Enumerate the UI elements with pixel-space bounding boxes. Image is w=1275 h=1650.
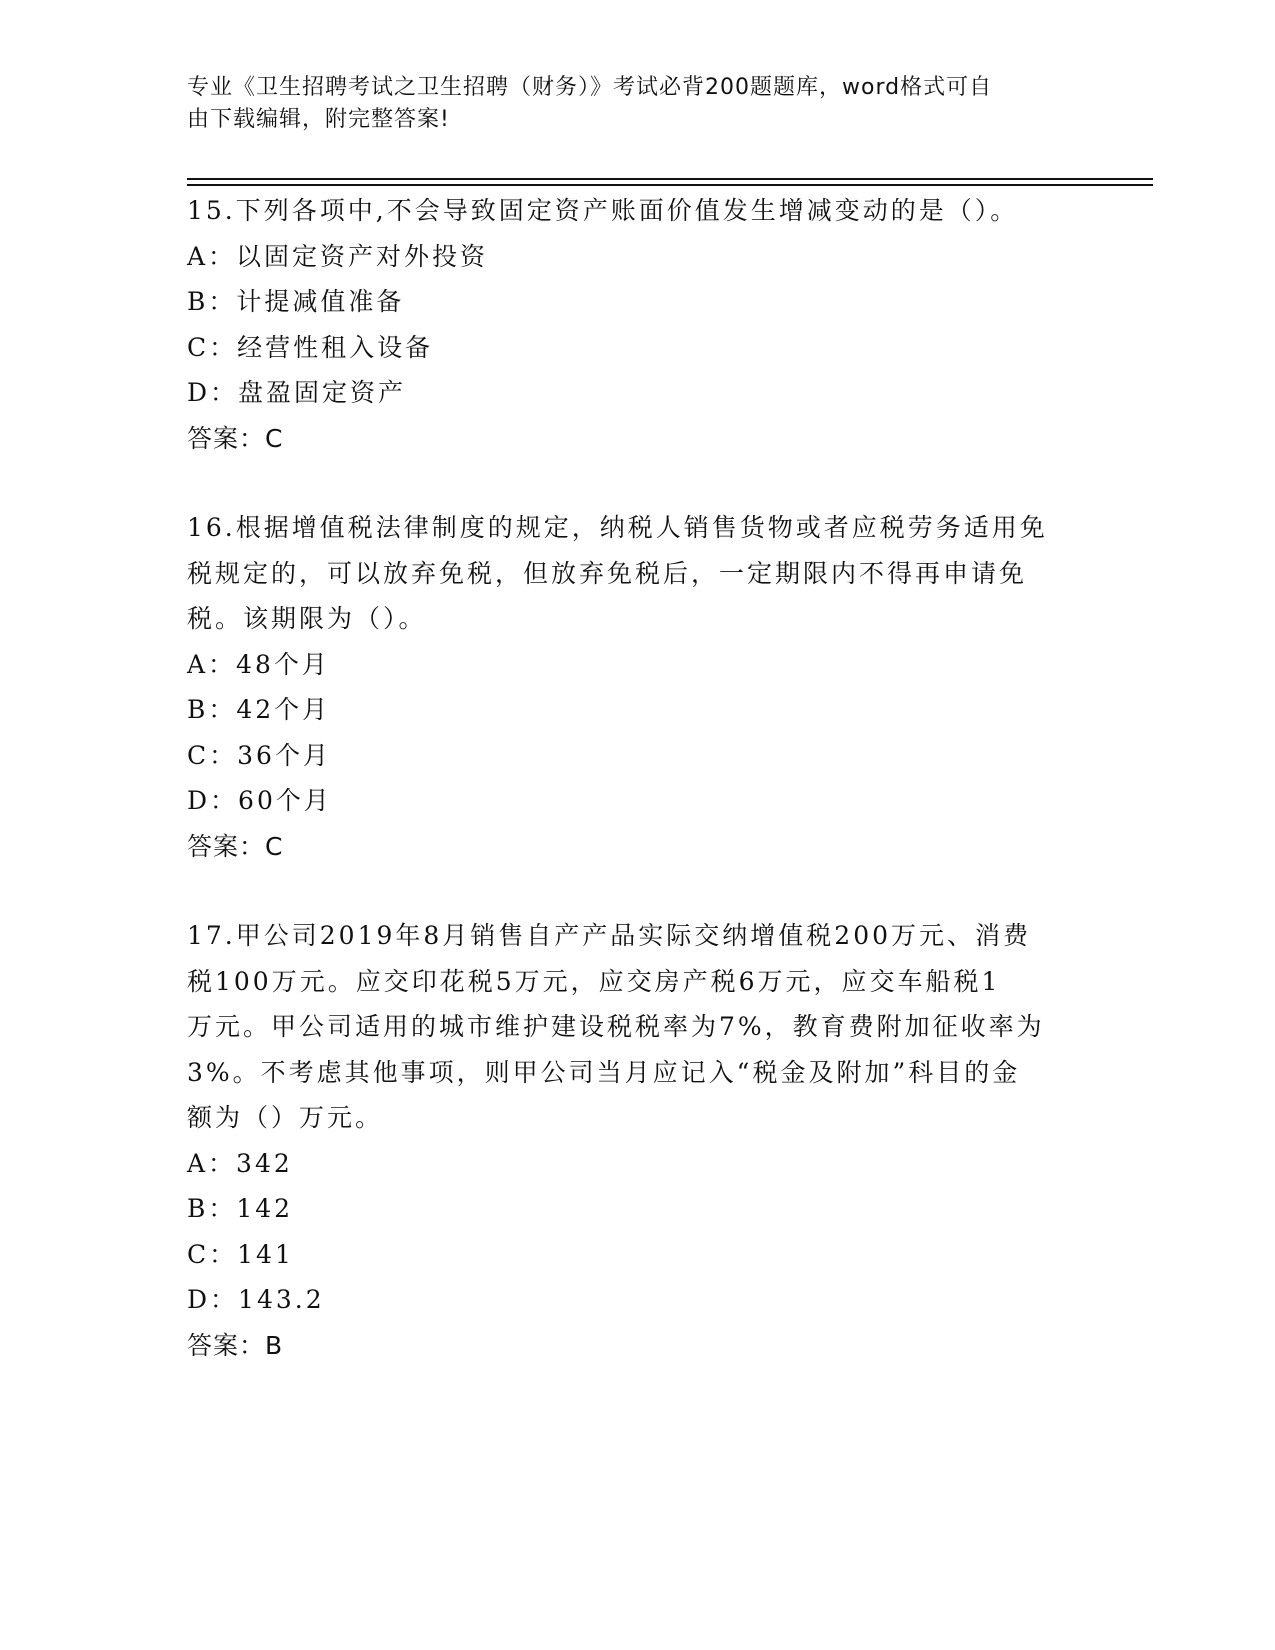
option-d: D：盘盈固定资产 — [187, 378, 407, 407]
header-line-2: 由下载编辑，附完整答案! — [187, 107, 450, 132]
question-stem-line: 税规定的，可以放弃免税，但放弃免税后，一定期限内不得再申请免 — [187, 558, 1028, 588]
option-b: B：142 — [187, 1194, 294, 1223]
question-16 — [187, 505, 1077, 869]
header-line-1: 专业《卫生招聘考试之卫生招聘（财务）》考试必背200题题库，word格式可自 — [187, 75, 993, 100]
question-stem-line: 税100万元。应交印花税5万元，应交房产税6万元，应交车船税1 — [187, 966, 1001, 996]
header-divider-bottom — [187, 184, 1153, 186]
option-a: A：48个月 — [187, 649, 330, 679]
option-d: D：143.2 — [187, 1285, 325, 1314]
option-b: B：计提减值准备 — [187, 287, 405, 316]
option-a: A：342 — [187, 1148, 293, 1178]
question-stem-line: 17.甲公司2019年8月销售自产产品实际交纳增值税200万元、消费 — [187, 921, 1032, 950]
question-17 — [187, 913, 1077, 1368]
option-c: C：36个月 — [187, 740, 331, 770]
question-stem-line: 税。该期限为（）。 — [187, 604, 427, 633]
document-header — [187, 72, 1067, 136]
answer-label: 答案：C — [187, 423, 284, 453]
question-stem-line: 额为（）万元。 — [187, 1103, 384, 1132]
option-d: D：60个月 — [187, 786, 332, 815]
question-stem-line: 15.下列各项中,不会导致固定资产账面价值发生增减变动的是（）。 — [187, 196, 1019, 225]
answer-label: 答案：B — [187, 1330, 284, 1360]
header-divider-top — [187, 178, 1153, 180]
question-15 — [187, 188, 1077, 461]
question-stem-line: 3%。不考虑其他事项，则甲公司当月应记入“税金及附加”科目的金 — [187, 1057, 1021, 1087]
question-stem-line: 万元。甲公司适用的城市维护建设税税率为7%，教育费附加征收率为 — [187, 1012, 1045, 1041]
answer-label: 答案：C — [187, 831, 284, 861]
option-c: C：经营性租入设备 — [187, 332, 434, 362]
question-stem-line: 16.根据增值税法律制度的规定，纳税人销售货物或者应税劳务适用免 — [187, 513, 1048, 542]
option-a: A：以固定资产对外投资 — [187, 241, 489, 271]
option-c: C：141 — [187, 1239, 294, 1269]
option-b: B：42个月 — [187, 695, 331, 724]
